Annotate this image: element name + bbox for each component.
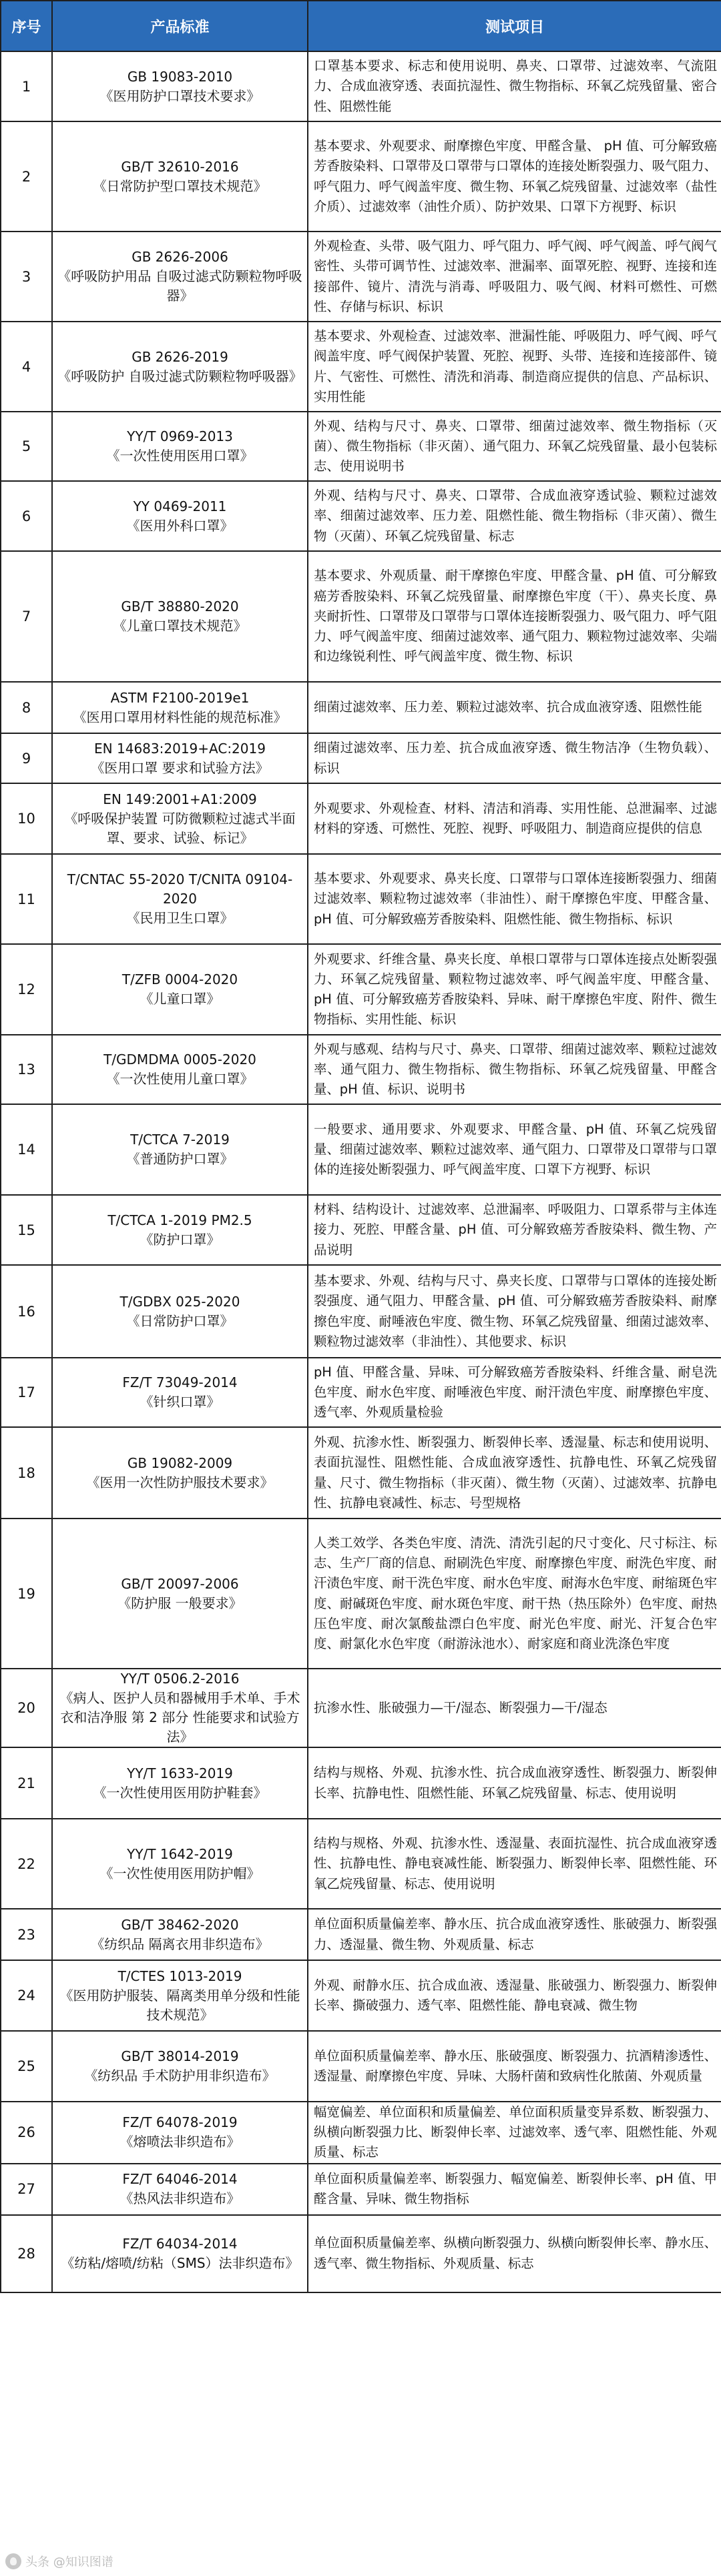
table-row — [1, 551, 721, 682]
standard-name: 《纺织品 隔离衣用非织造布》 — [91, 1936, 269, 1952]
standard-code: YY/T 0969-2013 — [127, 428, 233, 444]
row-number: 10 — [1, 783, 52, 854]
standard-name: 《一次性使用医用口罩》 — [106, 448, 254, 464]
standard-cell — [52, 1519, 308, 1669]
standard-cell — [52, 2164, 308, 2215]
standard-cell — [52, 1427, 308, 1519]
standard-cell — [52, 551, 308, 682]
table-row — [1, 1519, 721, 1669]
standard-code: T/GDBX 025-2020 — [119, 1293, 240, 1310]
test-items-cell: 基本要求、外观要求、耐摩擦色牢度、甲醛含量、 pH 值、可分解致癌芳香胺染料、口罩带及口罩带与口罩体的连接处断裂强力、吸气阻力、呼气阻力、呼气阀盖牢度、微生物、环氧乙烷残留量、过滤效率（盐性介质）、过滤效率（油性介质）、防护效果、口罩下方视野、标识 — [308, 121, 721, 232]
row-number: 21 — [1, 1747, 52, 1819]
table-row — [1, 1669, 721, 1747]
standard-name: 《纺织品 手术防护用非织造布》 — [84, 2068, 276, 2084]
test-items-cell: 单位面积质量偏差率、静水压、抗合成血液穿透性、胀破强力、断裂强力、透湿量、微生物、外观质量、标志 — [308, 1909, 721, 1960]
table-row — [1, 2031, 721, 2102]
test-items-cell: 外观、结构与尺寸、鼻夹、口罩带、合成血液穿透试验、颗粒过滤效率、细菌过滤效率、压力差、阻燃性能、微生物指标（非灭菌）、微生物（灭菌）、环氧乙烷残留量、标志 — [308, 481, 721, 551]
table-row — [1, 412, 721, 481]
row-number: 8 — [1, 682, 52, 733]
standard-code: GB/T 38880-2020 — [121, 598, 239, 614]
test-items-cell: 口罩基本要求、标志和使用说明、鼻夹、口罩带、过滤效率、气流阻力、合成血液穿透、表面抗湿性、微生物指标、环氧乙烷残留量、密合性、阻燃性能 — [308, 51, 721, 121]
standard-code: ASTM F2100-2019e1 — [110, 689, 250, 706]
table-row — [1, 232, 721, 322]
row-number: 23 — [1, 1909, 52, 1960]
row-number: 2 — [1, 121, 52, 232]
standard-name: 《一次性使用儿童口罩》 — [106, 1071, 254, 1087]
standard-name: 《纺粘/熔喷/纺粘（SMS）法非织造布》 — [61, 2254, 299, 2271]
test-items-cell: 外观要求、纤维含量、鼻夹长度、单根口罩带与口罩体连接点处断裂强力、环氧乙烷残留量、颗粒物过滤效率、呼气阀盖牢度、甲醛含量、pH 值、可分解致癌芳香胺染料、异味、耐干摩擦色牢度、附件、微生物指标、实用性能、标识 — [308, 944, 721, 1035]
standard-code: GB/T 20097-2006 — [121, 1575, 239, 1592]
standard-cell — [52, 733, 308, 783]
standard-name: 《呼吸防护 自吸过滤式防颗粒物呼吸器》 — [57, 368, 302, 384]
row-number: 20 — [1, 1669, 52, 1747]
standard-code: YY/T 0506.2-2016 — [120, 1671, 240, 1687]
standard-code: YY/T 1633-2019 — [127, 1765, 233, 1781]
row-number: 27 — [1, 2164, 52, 2215]
test-items-cell: 抗渗水性、胀破强力—干/湿态、断裂强力—干/湿态 — [308, 1669, 721, 1747]
test-items-cell: 材料、结构设计、过滤效率、总泄漏率、呼吸阻力、口罩系带与主体连接力、死腔、甲醛含量、pH 值、可分解致癌芳香胺染料、微生物、产品说明 — [308, 1195, 721, 1265]
standard-code: T/CTCA 7-2019 — [130, 1132, 230, 1148]
row-number: 7 — [1, 551, 52, 682]
standard-code: GB 2626-2006 — [132, 249, 228, 265]
standard-cell — [52, 2102, 308, 2164]
table-row — [1, 783, 721, 854]
test-items-cell: 结构与规格、外观、抗渗水性、抗合成血液穿透性、断裂强力、断裂伸长率、抗静电性、阻燃性能、环氧乙烷残留量、标志、使用说明 — [308, 1747, 721, 1819]
standard-cell — [52, 1747, 308, 1819]
standard-name: 《呼吸防护用品 自吸过滤式防颗粒物呼吸器》 — [57, 268, 302, 304]
standard-name: 《熔喷法非织造布》 — [119, 2134, 240, 2150]
table-row — [1, 322, 721, 412]
standard-code: YY 0469-2011 — [133, 498, 227, 514]
standard-name: 《热风法非织造布》 — [119, 2190, 240, 2207]
standard-name: 《针织口罩》 — [140, 1394, 220, 1410]
standard-name: 《民用卫生口罩》 — [126, 910, 234, 926]
test-items-cell: 基本要求、外观质量、耐干摩擦色牢度、甲醛含量、pH 值、可分解致癌芳香胺染料、环氧乙烷残留量、耐摩擦色牢度（干）、鼻夹长度、鼻夹耐折性、口罩带及口罩带与口罩体连接断裂强力、吸气阻力、呼气阻力、呼气阀盖牢度、细菌过滤效率、通气阻力、颗粒物过滤效率、尖端和边缘锐利性、呼气阀盖牢度、微生物、标识 — [308, 551, 721, 682]
standard-name: 《普通防护口罩》 — [126, 1151, 234, 1167]
test-items-cell: 人类工效学、各类色牢度、清洗、清洗引起的尺寸变化、尺寸标注、标志、生产厂商的信息、耐刷洗色牢度、耐摩擦色牢度、耐洗色牢度、耐汗渍色牢度、耐干洗色牢度、耐水色牢度、耐海水色牢度、耐缩斑色牢度、耐碱斑色牢度、耐水斑色牢度、耐干热（热压除外）色牢度、耐热压色牢度、耐次氯酸盐漂白色牢度、耐光色牢度、耐光、汗复合色牢度、耐氯化水色牢度（耐游泳池水）、耐家庭和商业洗涤色牢度 — [308, 1519, 721, 1669]
table-row — [1, 1195, 721, 1265]
row-number: 15 — [1, 1195, 52, 1265]
standard-cell — [52, 232, 308, 322]
standard-cell — [52, 1819, 308, 1909]
standard-code: T/CNTAC 55-2020 T/CNITA 09104-2020 — [67, 871, 293, 907]
test-items-cell: 外观、耐静水压、抗合成血液、透湿量、胀破强力、断裂强力、断裂伸长率、撕破强力、透气率、阻燃性能、静电衰减、微生物 — [308, 1960, 721, 2031]
table-row — [1, 733, 721, 783]
standard-cell — [52, 944, 308, 1035]
standard-cell — [52, 1195, 308, 1265]
test-items-cell: 结构与规格、外观、抗渗水性、透湿量、表面抗湿性、抗合成血液穿透性、抗静电性、静电衰减性能、断裂强力、断裂伸长率、阻燃性能、环氧乙烷残留量、标志、使用说明 — [308, 1819, 721, 1909]
table-row — [1, 2164, 721, 2215]
test-items-cell: 单位面积质量偏差率、断裂强力、幅宽偏差、断裂伸长率、pH 值、甲醛含量、异味、微生物指标 — [308, 2164, 721, 2215]
standard-code: EN 14683:2019+AC:2019 — [94, 740, 266, 757]
table-row — [1, 944, 721, 1035]
standard-name: 《日常防护口罩》 — [126, 1312, 234, 1329]
test-items-cell: 单位面积质量偏差率、静水压、胀破强度、断裂强力、抗酒精渗透性、透湿量、耐摩擦色牢度、异味、大肠杆菌和致病性化脓菌、外观质量 — [308, 2031, 721, 2102]
test-items-cell: 单位面积质量偏差率、纵横向断裂强力、纵横向断裂伸长率、静水压、透气率、微生物指标、外观质量、标志 — [308, 2215, 721, 2292]
table-row — [1, 1358, 721, 1427]
test-items-cell: 外观检查、头带、吸气阻力、呼气阻力、呼气阀、呼气阀盖、呼气阀气密性、头带可调节性、过滤效率、泄漏率、面罩死腔、视野、连接和连接部件、镜片、清洗与消毒、呼吸阻力、吸气阀、材料可燃性、可燃性、存储与标识、标识 — [308, 232, 721, 322]
standard-code: FZ/T 64046-2014 — [122, 2171, 238, 2188]
standard-code: YY/T 1642-2019 — [127, 1845, 233, 1862]
standard-code: GB 2626-2019 — [132, 348, 228, 365]
standard-code: GB 19083-2010 — [127, 68, 233, 85]
test-items-cell: 细菌过滤效率、压力差、抗合成血液穿透、微生物洁净（生物负载）、标识 — [308, 733, 721, 783]
standard-name: 《呼吸保护装置 可防微颗粒过滤式半面罩、要求、试验、标记》 — [64, 810, 296, 846]
table-row — [1, 682, 721, 733]
standard-cell — [52, 1669, 308, 1747]
standard-name: 《医用一次性防护服技术要求》 — [86, 1474, 274, 1490]
row-number: 4 — [1, 322, 52, 412]
standard-cell — [52, 2031, 308, 2102]
table-row — [1, 1819, 721, 1909]
standard-name: 《医用防护口罩技术要求》 — [99, 87, 260, 104]
test-items-cell: 一般要求、通用要求、外观要求、甲醛含量、pH 值、环氧乙烷残留量、细菌过滤效率、颗粒过滤效率、通气阻力、口罩带及口罩带与口罩体的连接处断裂强力、呼气阀盖牢度、口罩下方视野、标识 — [308, 1104, 721, 1195]
test-items-cell: 外观、抗渗水性、断裂强力、断裂伸长率、透湿量、标志和使用说明、表面抗湿性、阻燃性能、合成血液穿透性、抗静电性、环氧乙烷残留量、尺寸、微生物指标（非灭菌）、微生物（灭菌）、过滤效率、抗静电性、抗静电衰减性、标志、号型规格 — [308, 1427, 721, 1519]
standard-name: 《儿童口罩技术规范》 — [113, 618, 247, 634]
standard-code: FZ/T 73049-2014 — [122, 1374, 238, 1390]
standard-name: 《一次性使用医用防护鞋套》 — [93, 1784, 267, 1801]
row-number: 26 — [1, 2102, 52, 2164]
standard-name: 《防护服 一般要求》 — [117, 1595, 242, 1611]
standard-code: GB 19082-2009 — [127, 1454, 233, 1471]
row-number: 24 — [1, 1960, 52, 2031]
standard-cell — [52, 783, 308, 854]
standard-cell — [52, 412, 308, 481]
header-standard: 产品标准 — [52, 1, 308, 51]
table-body — [1, 51, 721, 2292]
table-row — [1, 854, 721, 944]
standard-code: FZ/T 64034-2014 — [122, 2235, 238, 2252]
table-row — [1, 51, 721, 121]
row-number: 3 — [1, 232, 52, 322]
row-number: 25 — [1, 2031, 52, 2102]
row-number: 14 — [1, 1104, 52, 1195]
row-number: 17 — [1, 1358, 52, 1427]
standard-name: 《防护口罩》 — [140, 1231, 220, 1248]
table-row — [1, 1104, 721, 1195]
standard-cell — [52, 1265, 308, 1358]
row-number: 6 — [1, 481, 52, 551]
header-no: 序号 — [1, 1, 52, 51]
standard-code: T/CTCA 1-2019 PM2.5 — [107, 1212, 252, 1228]
standard-cell — [52, 1104, 308, 1195]
standard-cell — [52, 1960, 308, 2031]
row-number: 16 — [1, 1265, 52, 1358]
row-number: 19 — [1, 1519, 52, 1669]
row-number: 9 — [1, 733, 52, 783]
table-row — [1, 1747, 721, 1819]
test-items-cell: 基本要求、外观、结构与尺寸、鼻夹长度、口罩带与口罩体的连接处断裂强度、通气阻力、甲醛含量、pH 值、可分解致癌芳香胺染料、耐摩擦色牢度、耐唾液色牢度、微生物、环氧乙烷残留量、细菌过滤效率、颗粒物过滤效率（非油性）、其他要求、标识 — [308, 1265, 721, 1358]
table-row — [1, 1035, 721, 1104]
standard-cell — [52, 322, 308, 412]
table-row — [1, 1909, 721, 1960]
test-items-cell: 外观要求、外观检查、材料、清洁和消毒、实用性能、总泄漏率、过滤材料的穿透、可燃性、死腔、视野、呼吸阻力、制造商应提供的信息 — [308, 783, 721, 854]
standard-cell — [52, 1035, 308, 1104]
standard-cell — [52, 51, 308, 121]
standard-cell — [52, 481, 308, 551]
standard-code: GB/T 38014-2019 — [121, 2048, 239, 2064]
test-items-cell: 外观与感观、结构与尺寸、鼻夹、口罩带、细菌过滤效率、颗粒过滤效率、通气阻力、微生物指标、微生物指标、环氧乙烷残留量、甲醛含量、pH 值、标识、说明书 — [308, 1035, 721, 1104]
watermark — [5, 2553, 113, 2570]
standard-code: GB/T 38462-2020 — [121, 1916, 239, 1933]
standard-name: 《一次性使用医用防护帽》 — [99, 1865, 260, 1881]
row-number: 11 — [1, 854, 52, 944]
row-number: 1 — [1, 51, 52, 121]
standard-name: 《儿童口罩》 — [140, 991, 220, 1007]
standard-cell — [52, 1909, 308, 1960]
test-items-cell: 基本要求、外观检查、过滤效率、泄漏性能、呼吸阻力、呼气阀、呼气阀盖牢度、呼气阀保护装置、死腔、视野、头带、连接和连接部件、镜片、气密性、可燃性、清洗和消毒、制造商应提供的信息、产品标识、实用性能 — [308, 322, 721, 412]
standard-name: 《病人、医护人员和器械用手术单、手术衣和洁净服 第 2 部分 性能要求和试验方法》 — [59, 1690, 300, 1745]
standard-name: 《医用口罩用材料性能的规范标准》 — [73, 709, 287, 725]
standard-cell — [52, 682, 308, 733]
standard-code: EN 149:2001+A1:2009 — [103, 791, 257, 807]
watermark-text: 头条 @知识图谱 — [25, 2555, 113, 2569]
table-row — [1, 481, 721, 551]
standard-code: FZ/T 64078-2019 — [122, 2114, 238, 2131]
toutiao-logo-icon — [5, 2553, 21, 2569]
standard-code: T/CTES 1013-2019 — [117, 1968, 242, 1984]
standard-code: T/ZFB 0004-2020 — [122, 971, 238, 987]
test-items-cell: 外观、结构与尺寸、鼻夹、口罩带、细菌过滤效率、微生物指标（灭菌）、微生物指标（非灭菌）、通气阻力、环氧乙烷残留量、最小包装标志、使用说明书 — [308, 412, 721, 481]
standard-cell — [52, 2215, 308, 2292]
row-number: 12 — [1, 944, 52, 1035]
row-number: 18 — [1, 1427, 52, 1519]
test-items-cell: 细菌过滤效率、压力差、颗粒过滤效率、抗合成血液穿透、阻燃性能 — [308, 682, 721, 733]
table-row — [1, 121, 721, 232]
table-header-row — [1, 1, 721, 51]
table-row — [1, 1960, 721, 2031]
test-items-cell: 基本要求、外观要求、鼻夹长度、口罩带与口罩体连接断裂强力、细菌过滤效率、颗粒物过滤效率（非油性）、耐干摩擦色牢度、甲醛含量、pH 值、可分解致癌芳香胺染料、阻燃性能、微生物指标、标识 — [308, 854, 721, 944]
standard-name: 《医用外科口罩》 — [126, 517, 234, 534]
test-items-cell: 幅宽偏差、单位面积和质量偏差、单位面积质量变异系数、断裂强力、纵横向断裂强力比、断裂伸长率、过滤效率、透气率、阻燃性能、外观质量、标志 — [308, 2102, 721, 2164]
standard-name: 《医用口罩 要求和试验方法》 — [91, 759, 269, 776]
standard-code: GB/T 32610-2016 — [121, 158, 239, 175]
standard-cell — [52, 121, 308, 232]
standard-code: T/GDMDMA 0005-2020 — [103, 1051, 256, 1067]
row-number: 13 — [1, 1035, 52, 1104]
table-row — [1, 1265, 721, 1358]
test-items-cell: pH 值、甲醛含量、异味、可分解致癌芳香胺染料、纤维含量、耐皂洗色牢度、耐水色牢度、耐唾液色牢度、耐汗渍色牢度、耐摩擦色牢度、透气率、外观质量检验 — [308, 1358, 721, 1427]
row-number: 5 — [1, 412, 52, 481]
table-row — [1, 1427, 721, 1519]
standard-name: 《医用防护服装、隔离类用单分级和性能技术规范》 — [59, 1987, 300, 2023]
standard-cell — [52, 854, 308, 944]
standard-cell — [52, 1358, 308, 1427]
header-test-items: 测试项目 — [308, 1, 721, 51]
table-row — [1, 2215, 721, 2292]
table-row — [1, 2102, 721, 2164]
row-number: 22 — [1, 1819, 52, 1909]
row-number: 28 — [1, 2215, 52, 2292]
standard-name: 《日常防护型口罩技术规范》 — [93, 177, 267, 194]
